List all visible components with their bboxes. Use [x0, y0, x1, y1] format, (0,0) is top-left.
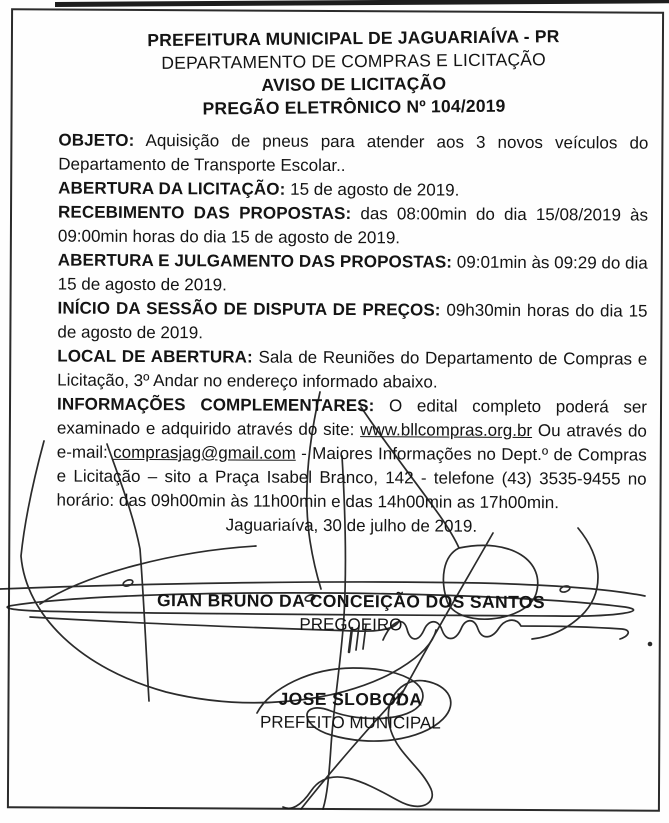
paragraph-local-abertura-text: Sala de Reuniões do Departamento de Compras e Licitação, 3º Andar no endereço informado abaixo.	[57, 347, 648, 392]
document-header	[58, 24, 649, 122]
paragraph-abertura-julgamento-label: ABERTURA E JULGAMENTO DAS PROPOSTAS:	[57, 250, 453, 272]
paragraph-inicio-sessao-text: 09h30min horas do dia 15 de agosto de 2019.	[57, 300, 648, 343]
paragraph-local-abertura-label: LOCAL DE ABERTURA:	[57, 346, 253, 367]
signer-role-prefeito: PREFEITO MUNICIPAL	[259, 712, 441, 733]
header-entity-name: PREFEITURA MUNICIPAL DE JAGUARIAÍVA - PR	[147, 26, 560, 51]
paragraph-inicio-sessao-label: INÍCIO DA SESSÃO DE DISPUTA DE PREÇOS:	[57, 298, 441, 320]
paragraph-objeto	[58, 129, 648, 180]
paragraph-objeto-label: OBJETO:	[58, 130, 135, 150]
scanner-edge-artifact	[55, 0, 669, 7]
site-link: www.bllcompras.org.br	[360, 420, 533, 441]
signer-name-pregoeiro: GIAN BRUNO DA CONCEIÇÃO DOS SANTOS	[156, 590, 546, 613]
paragraph-abertura-licitacao-label: ABERTURA DA LICITAÇÃO:	[58, 178, 286, 199]
document-content	[55, 23, 649, 737]
paragraph-informacoes-label: INFORMAÇÕES COMPLEMENTARES:	[56, 394, 375, 416]
header-department: DEPARTAMENTO DE COMPRAS E LICITAÇÃO	[161, 49, 547, 73]
paragraph-recebimento-propostas-text: das 08:00min do dia 15/08/2019 às 09:00min horas do dia 15 de agosto de 2019.	[57, 204, 649, 248]
paragraph-local-abertura	[57, 345, 647, 396]
paragraph-abertura-licitacao	[58, 177, 648, 204]
signature-block-pregoeiro	[56, 588, 646, 639]
paragraph-objeto-text: Aquisição de pneus para atender aos 3 novos veículos do Departamento de Transporte Escolar..	[58, 131, 649, 176]
signature-block-prefeito	[55, 686, 645, 737]
informacoes-text-3: - Maiores Informações no Dept.º de Compras e Licitação – sito a Praça Isabel Branco, 142 - telefone (43) 3535-9455 no horário: das 09h00min às 11h00min e das 14h00min as 17h00min.	[56, 443, 647, 513]
paragraph-inicio-sessao	[57, 297, 647, 348]
document-border-frame	[7, 8, 664, 811]
paragraph-recebimento-propostas-label: RECEBIMENTO DAS PROPOSTAS:	[57, 202, 352, 224]
date-line: Jaguariaíva, 30 de julho de 2019.	[225, 515, 478, 536]
header-notice-type: AVISO DE LICITAÇÃO	[261, 73, 447, 95]
informacoes-text-2: Ou através do e-mail:	[56, 421, 647, 462]
signer-role-pregoeiro: PREGOEIRO	[299, 614, 403, 635]
signer-name-prefeito: JOSE SLOBODA	[278, 688, 423, 710]
paragraph-recebimento-propostas	[58, 201, 648, 252]
paragraph-abertura-licitacao-text: 15 de agosto de 2019.	[290, 179, 460, 200]
document-body	[55, 129, 648, 737]
header-auction-number: PREGÃO ELETRÔNICO Nº 104/2019	[202, 95, 506, 119]
informacoes-text-1: O edital completo poderá ser examinado e adquirido através do site:	[56, 396, 648, 440]
paragraph-abertura-julgamento	[58, 249, 648, 300]
paragraph-informacoes-complementares	[56, 393, 647, 516]
email-link: comprasjag@gmail.com	[113, 442, 296, 463]
paragraph-abertura-julgamento-text: 09:01min às 09:29 do dia 15 de agosto de 2019.	[57, 252, 648, 295]
